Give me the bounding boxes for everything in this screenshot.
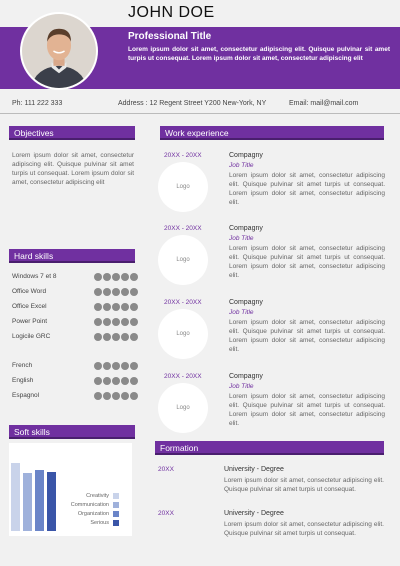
bar-area: [11, 451, 59, 531]
candidate-name: JOHN DOE: [128, 4, 215, 21]
language-rating: [94, 377, 138, 385]
formation-description: Lorem ipsum dolor sit amet, consectetur adipiscing elit. Quisque pulvinar sit amet turpis ut consequat.: [224, 521, 384, 538]
job-description: Lorem ipsum dolor sit amet, consectetur adipiscing elit. Quisque pulvinar sit amet turpis ut consequat. Lorem ipsum dolor sit amet, consectetur adipiscing elit.: [229, 393, 385, 428]
job-description: Lorem ipsum dolor sit amet, consectetur adipiscing elit. Quisque pulvinar sit amet turpis ut consequat. Lorem ipsum dolor sit amet, consectetur adipiscing elit.: [229, 172, 385, 207]
job-description: Lorem ipsum dolor sit amet, consectetur adipiscing elit. Quisque pulvinar sit amet turpis ut consequat. Lorem ipsum dolor sit amet, consectetur adipiscing elit.: [229, 245, 385, 280]
skill-label: Office Word: [12, 288, 47, 295]
professional-title: Professional Title: [128, 31, 212, 42]
legend-swatch: [113, 502, 119, 508]
language-label: English: [12, 377, 34, 384]
legend-label: Communication: [70, 502, 109, 508]
language-rating: [94, 392, 138, 400]
objectives-text: Lorem ipsum dolor sit amet, consectetur adipiscing elit. Quisque pulvinar sit amet turpis ut consequat. Lorem ipsum dolor sit amet, consectetur adipiscing elit: [12, 152, 134, 187]
job-description: Lorem ipsum dolor sit amet, consectetur adipiscing elit. Quisque pulvinar sit amet turpis ut consequat. Lorem ipsum dolor sit amet, consectetur adipiscing elit.: [229, 319, 385, 354]
language-label: Espagnol: [12, 392, 40, 399]
legend-label: Serious: [90, 520, 109, 526]
job-date: 20XX - 20XX: [164, 225, 202, 232]
contact-divider: [0, 113, 400, 114]
company-name: Compagny: [229, 373, 263, 380]
skill-rating: [94, 333, 138, 341]
hard-skills-heading: Hard skills: [9, 249, 135, 263]
skill-label: Logicile GRC: [12, 333, 51, 340]
formation-date: 20XX: [158, 510, 174, 517]
company-logo: Logo: [158, 309, 208, 359]
company-logo: Logo: [158, 383, 208, 433]
legend-swatch: [113, 511, 119, 517]
soft-skills-heading: Soft skills: [9, 425, 135, 439]
job-date: 20XX - 20XX: [164, 373, 202, 380]
objectives-heading: Objectives: [9, 126, 135, 140]
legend-swatch: [113, 520, 119, 526]
skill-rating: [94, 318, 138, 326]
phone: Ph: 111 222 333: [12, 100, 63, 107]
skill-label: Office Excel: [12, 303, 47, 310]
language-rating: [94, 362, 138, 370]
person-portrait-icon: [22, 14, 96, 88]
soft-skill-bar: [11, 463, 20, 531]
skill-rating: [94, 303, 138, 311]
skill-rating: [94, 288, 138, 296]
company-logo: Logo: [158, 235, 208, 285]
formation-heading: Formation: [155, 441, 384, 455]
work-experience-heading: Work experience: [160, 126, 384, 140]
job-title: Job Title: [229, 309, 254, 316]
legend-label: Organization: [77, 511, 109, 517]
legend-label: Creativity: [86, 493, 109, 499]
skill-label: Power Point: [12, 318, 48, 325]
job-title: Job Title: [229, 162, 254, 169]
company-name: Compagny: [229, 225, 263, 232]
skill-label: Windows 7 et 8: [12, 273, 57, 280]
email: Email: mail@mail.com: [289, 100, 359, 107]
formation-date: 20XX: [158, 466, 174, 473]
job-title: Job Title: [229, 235, 254, 242]
legend-swatch: [113, 493, 119, 499]
job-date: 20XX - 20XX: [164, 152, 202, 159]
formation-description: Lorem ipsum dolor sit amet, consectetur adipiscing elit. Quisque pulvinar sit amet turpis ut consequat.: [224, 477, 384, 494]
job-title: Job Title: [229, 383, 254, 390]
company-name: Compagny: [229, 299, 263, 306]
company-logo: Logo: [158, 162, 208, 212]
address: Address : 12 Regent Street Y200 New-York, NY: [118, 100, 267, 107]
language-label: French: [12, 362, 33, 369]
summary-text: Lorem ipsum dolor sit amet, consectetur adipiscing elit. Quisque pulvinar sit amet turpis ut consequat. Lorem ipsum dolor sit amet, consectetur adipiscing elit: [128, 46, 390, 62]
degree: University - Degree: [224, 466, 284, 473]
soft-skills-chart: [9, 443, 132, 536]
skill-rating: [94, 273, 138, 281]
company-name: Compagny: [229, 152, 263, 159]
profile-photo: [20, 12, 98, 90]
job-date: 20XX - 20XX: [164, 299, 202, 306]
degree: University - Degree: [224, 510, 284, 517]
